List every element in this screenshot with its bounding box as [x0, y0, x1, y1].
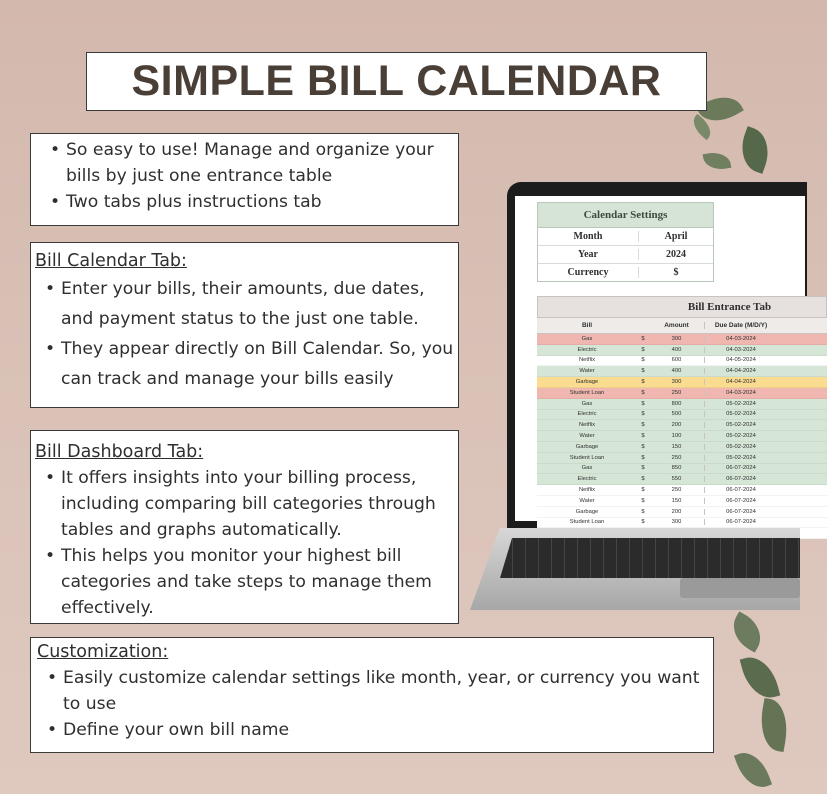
table-cell-date[interactable]: 06-07-2024 — [704, 465, 777, 471]
table-cell-amount[interactable]: 400 — [671, 368, 682, 375]
setting-label: Month — [573, 231, 603, 242]
setting-value[interactable]: $ — [638, 267, 713, 278]
setting-value[interactable]: 2024 — [638, 249, 713, 260]
list-item: • Define your own bill name — [63, 717, 713, 743]
list-item: • It offers insights into your billing process, including comparing bill categories through tables and graphs automatically. — [61, 465, 458, 543]
table-cell-cur[interactable]: $ — [641, 465, 645, 472]
table-cell-date[interactable]: 04-04-2024 — [704, 379, 777, 385]
list-item: • So easy to use! Manage and organize your bills by just one entrance table — [66, 137, 458, 189]
table-row[interactable] — [537, 431, 827, 442]
table-cell-bill[interactable]: Garbage — [575, 508, 599, 515]
setting-label: Currency — [567, 267, 609, 278]
section-heading: Bill Calendar Tab: — [35, 251, 187, 271]
table-cell-bill[interactable]: Garbage — [575, 379, 599, 386]
setting-label: Year — [578, 249, 598, 260]
list-item: • Easily customize calendar settings like month, year, or currency you want to use — [63, 665, 713, 717]
column-header: Due Date (M/D/Y) — [704, 322, 777, 329]
customization-box — [30, 637, 714, 753]
table-cell-bill[interactable]: Water — [579, 497, 595, 504]
table-cell-amount[interactable]: 800 — [671, 400, 682, 407]
table-row[interactable] — [537, 377, 827, 388]
table-cell-cur[interactable]: $ — [641, 476, 645, 483]
table-cell-amount[interactable]: 200 — [671, 508, 682, 515]
title-banner — [86, 52, 707, 111]
table-cell-amount[interactable]: 150 — [671, 443, 682, 450]
list-item: • This helps you monitor your highest bill categories and take steps to manage them effectively. — [61, 543, 458, 621]
table-row[interactable] — [537, 366, 827, 377]
table-cell-amount[interactable]: 200 — [671, 422, 682, 429]
table-cell-bill[interactable]: Water — [579, 433, 595, 440]
setting-row-month[interactable] — [538, 228, 713, 246]
list-item: • They appear directly on Bill Calendar. So, you can track and manage your bills easily — [61, 334, 458, 394]
table-cell-cur[interactable]: $ — [641, 411, 645, 418]
table-row[interactable] — [537, 334, 827, 345]
laptop-touchpad — [680, 578, 800, 598]
table-cell-cur[interactable]: $ — [641, 335, 645, 342]
table-cell-amount[interactable]: 250 — [671, 389, 682, 396]
table-cell-cur[interactable]: $ — [641, 454, 645, 461]
table-row[interactable] — [537, 474, 827, 485]
table-cell-date[interactable]: 06-07-2024 — [704, 498, 777, 504]
table-cell-cur[interactable]: $ — [641, 487, 645, 494]
table-row[interactable] — [537, 399, 827, 410]
section-heading: Customization: — [37, 642, 169, 662]
table-cell-amount[interactable]: 400 — [671, 346, 682, 353]
table-cell-amount[interactable]: 300 — [671, 519, 682, 526]
table-cell-amount[interactable]: 500 — [671, 411, 682, 418]
intro-list — [36, 137, 458, 215]
table-row[interactable] — [537, 388, 827, 399]
bill-calendar-list — [31, 274, 458, 394]
table-cell-amount[interactable]: 250 — [671, 454, 682, 461]
table-cell-bill[interactable]: Netflix — [578, 422, 596, 429]
table-body — [537, 334, 827, 539]
table-row[interactable] — [537, 518, 827, 529]
bill-dashboard-tab-box — [30, 430, 459, 624]
table-cell-date[interactable]: 04-03-2024 — [704, 347, 777, 353]
table-cell-cur[interactable]: $ — [641, 389, 645, 396]
table-cell-date[interactable]: 05-02-2024 — [704, 444, 777, 450]
table-cell-amount[interactable]: 250 — [671, 487, 682, 494]
list-item: • Enter your bills, their amounts, due dates, and payment status to the just one table. — [61, 274, 458, 334]
table-cell-bill[interactable]: Electric — [577, 346, 597, 353]
calendar-settings-title: Calendar Settings — [538, 203, 713, 228]
list-item: • Two tabs plus instructions tab — [66, 189, 458, 215]
laptop-screen — [515, 196, 805, 526]
bill-calendar-tab-box — [30, 242, 459, 408]
table-cell-bill[interactable]: Electric — [577, 411, 597, 418]
table-cell-date[interactable]: 06-07-2024 — [704, 519, 777, 525]
setting-row-year[interactable] — [538, 246, 713, 264]
table-cell-date[interactable]: 05-02-2024 — [704, 401, 777, 407]
table-cell-cur[interactable]: $ — [641, 368, 645, 375]
column-header: Amount — [664, 322, 689, 329]
table-cell-cur[interactable]: $ — [641, 508, 645, 515]
table-cell-date[interactable]: 05-02-2024 — [704, 433, 777, 439]
table-cell-date[interactable]: 04-03-2024 — [704, 336, 777, 342]
table-cell-cur[interactable]: $ — [641, 346, 645, 353]
page-title: SIMPLE BILL CALENDAR — [131, 57, 662, 105]
table-cell-bill[interactable]: Student Loan — [569, 519, 605, 526]
table-row[interactable] — [537, 464, 827, 475]
table-cell-bill[interactable]: Netflix — [578, 487, 596, 494]
table-cell-cur[interactable]: $ — [641, 379, 645, 386]
table-cell-bill[interactable]: Netflix — [578, 357, 596, 364]
table-cell-bill[interactable]: Electric — [577, 476, 597, 483]
table-cell-cur[interactable]: $ — [641, 433, 645, 440]
table-cell-amount[interactable]: 300 — [671, 379, 682, 386]
table-cell-bill[interactable]: Student Loan — [569, 389, 605, 396]
table-cell-amount[interactable]: 600 — [671, 357, 682, 364]
column-header: Bill — [581, 322, 593, 329]
table-cell-bill[interactable]: Gas — [581, 400, 593, 407]
table-cell-cur[interactable]: $ — [641, 497, 645, 504]
table-row[interactable] — [537, 410, 827, 421]
table-row[interactable] — [537, 420, 827, 431]
table-cell-date[interactable]: 06-07-2024 — [704, 509, 777, 515]
table-row[interactable] — [537, 442, 827, 453]
table-cell-cur[interactable]: $ — [641, 422, 645, 429]
table-cell-bill[interactable]: Student Loan — [569, 454, 605, 461]
bill-entrance-title: Bill Entrance Tab — [537, 296, 827, 318]
setting-row-currency[interactable] — [538, 264, 713, 281]
section-heading: Bill Dashboard Tab: — [35, 442, 204, 462]
table-cell-date[interactable]: 05-02-2024 — [704, 422, 777, 428]
table-cell-cur[interactable]: $ — [641, 519, 645, 526]
bill-dashboard-list — [31, 465, 458, 621]
table-cell-date[interactable]: 05-02-2024 — [704, 411, 777, 417]
table-cell-cur[interactable]: $ — [641, 400, 645, 407]
table-row[interactable] — [537, 345, 827, 356]
table-cell-bill[interactable]: Gas — [581, 465, 593, 472]
table-cell-cur[interactable]: $ — [641, 443, 645, 450]
table-cell-date[interactable]: 04-04-2024 — [704, 368, 777, 374]
customization-list — [33, 665, 713, 743]
bill-entrance-table — [537, 296, 827, 539]
setting-value[interactable]: April — [638, 231, 713, 242]
table-row[interactable] — [537, 485, 827, 496]
table-cell-date[interactable]: 04-03-2024 — [704, 390, 777, 396]
laptop-keyboard — [500, 538, 800, 578]
table-cell-date[interactable]: 06-07-2024 — [704, 487, 777, 493]
table-cell-bill[interactable]: Garbage — [575, 443, 599, 450]
table-cell-date[interactable]: 04-05-2024 — [704, 357, 777, 363]
table-header-row — [537, 318, 827, 334]
table-row[interactable] — [537, 496, 827, 507]
table-cell-amount[interactable]: 300 — [671, 335, 682, 342]
calendar-settings-panel — [537, 202, 714, 282]
table-cell-amount[interactable]: 550 — [671, 476, 682, 483]
table-cell-date[interactable]: 06-07-2024 — [704, 476, 777, 482]
table-row[interactable] — [537, 356, 827, 367]
table-cell-amount[interactable]: 850 — [671, 465, 682, 472]
table-cell-bill[interactable]: Gas — [581, 335, 593, 342]
intro-box — [30, 133, 459, 226]
table-cell-date[interactable]: 05-02-2024 — [704, 455, 777, 461]
table-row[interactable] — [537, 507, 827, 518]
table-cell-bill[interactable]: Water — [579, 368, 595, 375]
table-cell-amount[interactable]: 150 — [671, 497, 682, 504]
table-row[interactable] — [537, 453, 827, 464]
table-cell-cur[interactable]: $ — [641, 357, 645, 364]
table-cell-amount[interactable]: 100 — [671, 433, 682, 440]
